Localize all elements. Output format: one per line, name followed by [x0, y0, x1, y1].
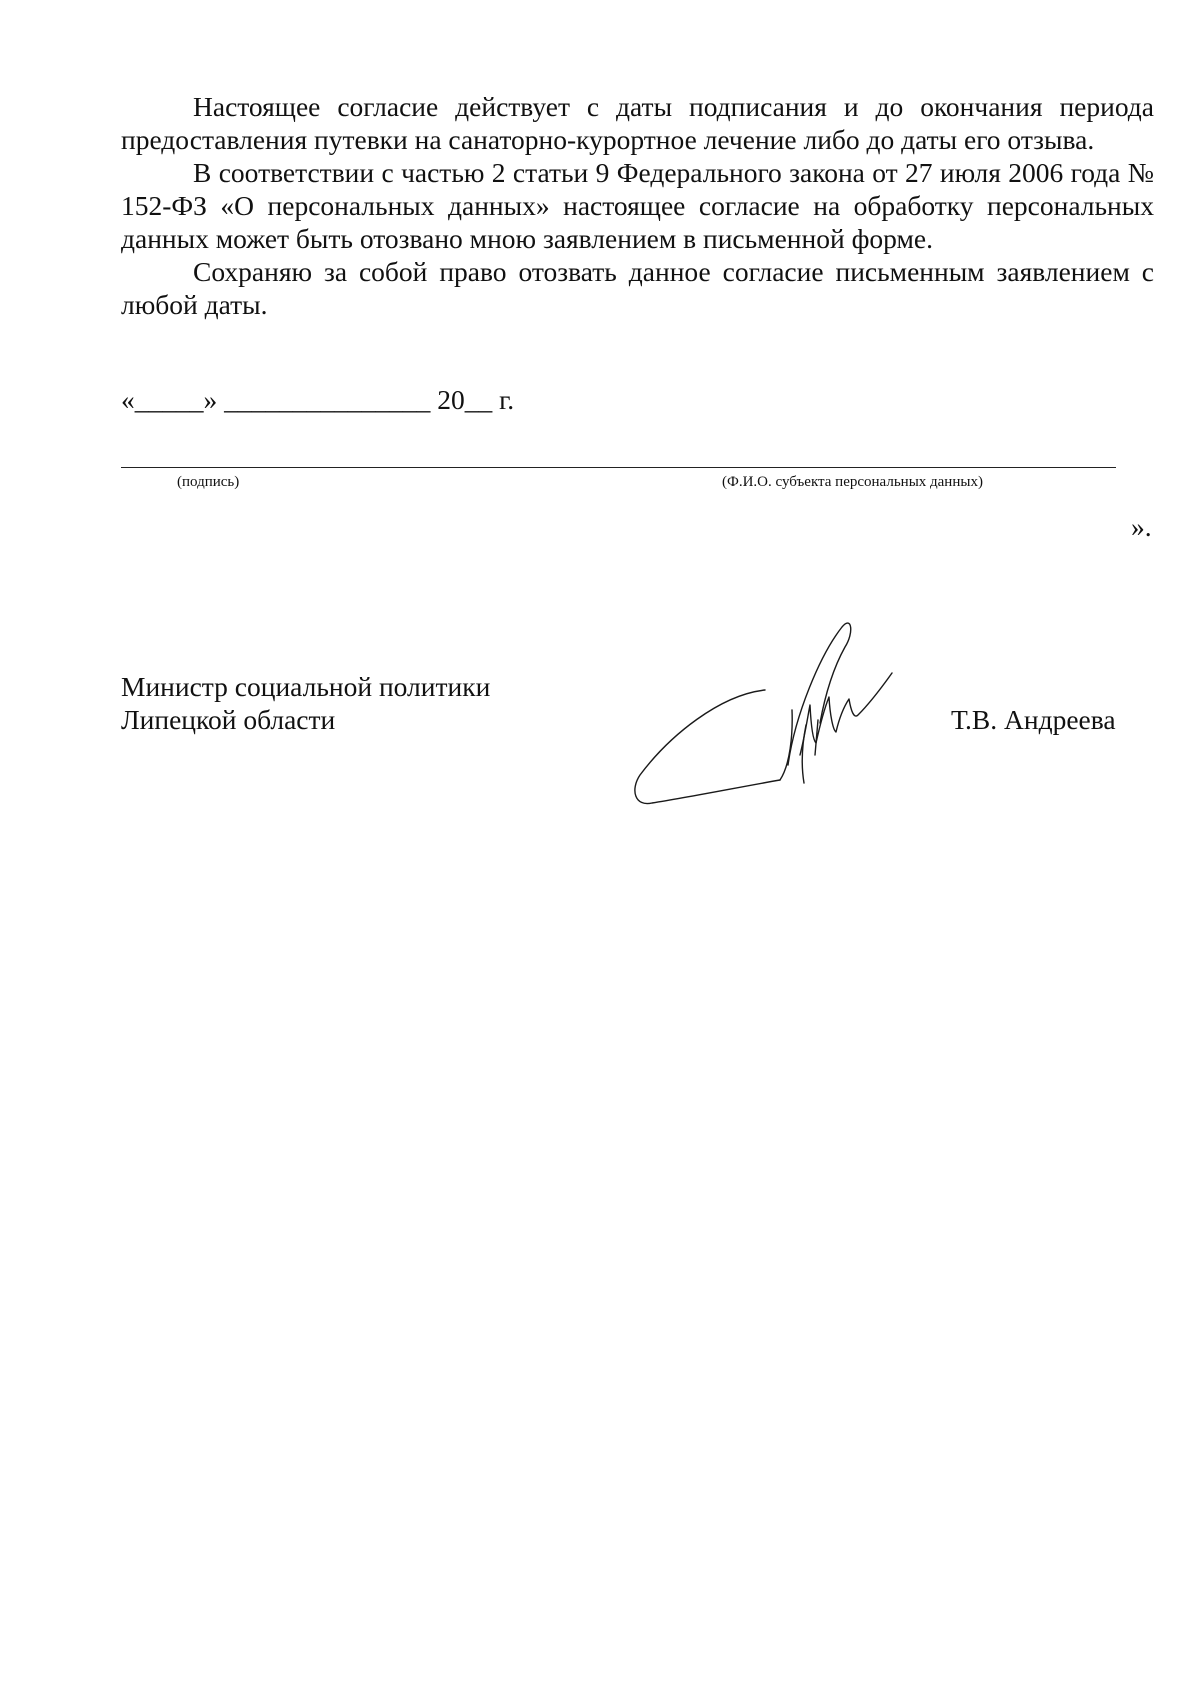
signatory-name: Т.В. Андреева [951, 704, 1116, 735]
handwritten-signature [630, 615, 900, 825]
signatory-title-line-2: Липецкой области [121, 704, 336, 735]
signature-rule [121, 467, 1116, 468]
fio-caption: (Ф.И.О. субъекта персональных данных) [722, 474, 983, 490]
paragraph-validity: Настоящее согласие действует с даты подписания и до окончания периода предоставления путевки на санаторно-курортное лечение либо до даты его отзыва. [121, 91, 1154, 155]
signatory-title-line-1: Министр социальной политики [121, 671, 491, 702]
date-field-line: «_____» _______________ 20__ г. [121, 384, 515, 415]
paragraph-revocation-right: Сохраняю за собой право отозвать данное согласие письменным заявлением с любой даты. [121, 256, 1154, 320]
consent-text [121, 90, 1154, 321]
signatory-title [121, 670, 490, 736]
signature-caption: (подпись) [177, 474, 240, 490]
paragraph-law-reference: В соответствии с частью 2 статьи 9 Федерального закона от 27 июля 2006 года № 152-ФЗ «О персональных данных» настоящее согласие на обработку персональных данных может быть отозвано мною заявлением в письменной форме. [121, 157, 1154, 254]
closing-quote: ». [1131, 511, 1152, 542]
